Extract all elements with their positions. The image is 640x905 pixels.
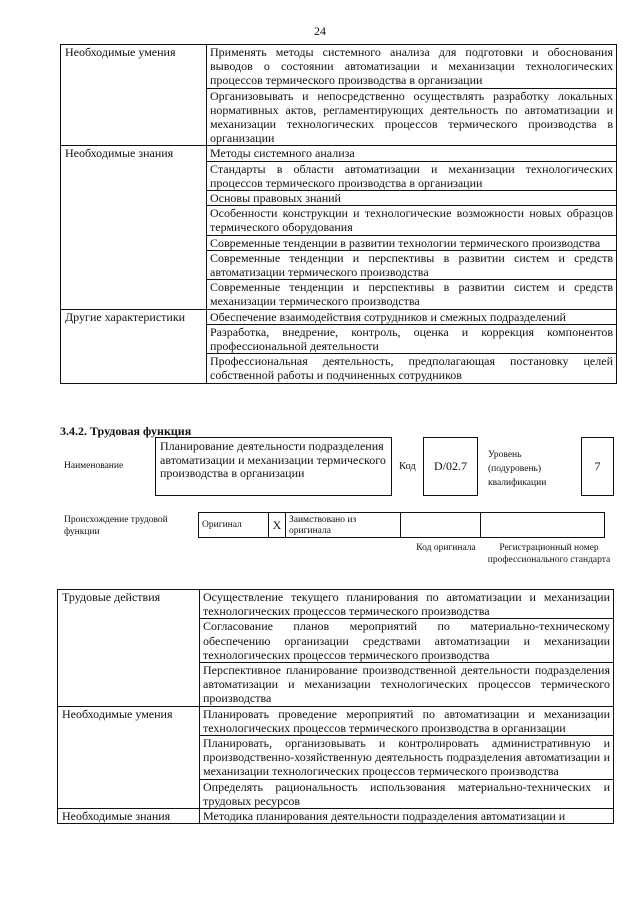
- table-row: [58, 706, 614, 735]
- row-label: Трудовые действия: [58, 590, 200, 707]
- row-label: Необходимые умения: [58, 706, 200, 808]
- table-cell: Согласование планов мероприятий по материально-техническому обеспечению организации средствами автоматизации и механизации технологических процессов термического производства: [200, 619, 614, 663]
- origin-row: [198, 512, 605, 538]
- borrowed-cell: Заимствовано из оригинала: [285, 512, 401, 538]
- original-cell: Оригинал: [198, 512, 269, 538]
- table-cell: Стандарты в области автоматизации и механизации технологических процессов термического производства в организации: [207, 161, 617, 190]
- table-cell: Планировать проведение мероприятий по автоматизации и механизации технологических процессов термического производства в организации: [200, 706, 614, 735]
- code-label: Код: [399, 461, 416, 472]
- reg-caption: Регистрационный номер профессионального стандарта: [487, 543, 611, 565]
- table-cell: Планировать, организовывать и контролировать административную и производственно-хозяйственную деятельность подразделения автоматизации и механизации технологических процессов термического производства: [200, 736, 614, 780]
- table-cell: Профессиональная деятельность, предполагающая постановку целей собственной работы и подчиненных сотрудников: [207, 354, 617, 383]
- row-label: Необходимые знания: [58, 809, 200, 824]
- table-cell: Методы системного анализа: [207, 146, 617, 161]
- table-cell: Разработка, внедрение, контроль, оценка и коррекция компонентов профессиональной деятельности: [207, 324, 617, 353]
- code-caption: Код оригинала: [416, 543, 476, 553]
- level-label: Уровень (подуровень) квалификации: [488, 450, 547, 488]
- table-row: [58, 590, 614, 619]
- table-cell: Перспективное планирование производственной деятельности подразделения автоматизации и механизации технологических процессов термического производства: [200, 663, 614, 707]
- registration-number-cell: [480, 512, 605, 538]
- table-cell: Организовывать и непосредственно осуществлять разработку локальных нормативных актов, регламентирующих деятельность по автоматизации и механизации технологических процессов термического производства в организации: [207, 88, 617, 146]
- table-row: [61, 45, 617, 89]
- competency-table-1: [60, 44, 617, 384]
- row-label: Необходимые знания: [61, 146, 207, 309]
- table-cell: Современные тенденции в развитии технологии термического производства: [207, 235, 617, 250]
- table-cell: Обеспечение взаимодействия сотрудников и смежных подразделений: [207, 309, 617, 324]
- table-cell: Методика планирования деятельности подразделения автоматизации и: [200, 809, 614, 824]
- table-cell: Осуществление текущего планирования по автоматизации и механизации технологических процессов термического производства: [200, 590, 614, 619]
- row-label: Другие характеристики: [61, 309, 207, 383]
- function-name-box: Планирование деятельности подразделения автоматизации и механизации термического производства в организации: [155, 437, 392, 496]
- table-cell: Современные тенденции и перспективы в развитии систем и средств механизации термического производства: [207, 280, 617, 309]
- original-code-cell: [400, 512, 481, 538]
- table-cell: Основы правовых знаний: [207, 191, 617, 206]
- function-code-box: D/02.7: [423, 437, 478, 496]
- row-label: Необходимые умения: [61, 45, 207, 146]
- level-box: 7: [581, 437, 614, 496]
- competency-table-2: [57, 589, 614, 824]
- table-row: [58, 809, 614, 824]
- section-heading: 3.4.2. Трудовая функция: [60, 424, 192, 438]
- origin-label: Происхождение трудовой функции: [64, 515, 168, 537]
- table-cell: Современные тенденции и перспективы в развитии систем и средств автоматизации термического производства: [207, 250, 617, 279]
- table-cell: Применять методы системного анализа для подготовки и обоснования выводов о состоянии автоматизации и механизации технологических процессов термического производства в организации: [207, 45, 617, 89]
- name-label: Наименование: [64, 461, 124, 471]
- table-cell: Определять рациональность использования материально-технических и трудовых ресурсов: [200, 779, 614, 808]
- table-row: [61, 146, 617, 161]
- table-cell: Особенности конструкции и технологические возможности новых образцов термического оборудования: [207, 206, 617, 235]
- page-number: 24: [314, 24, 326, 38]
- table-row: [61, 309, 617, 324]
- original-mark: X: [268, 512, 286, 538]
